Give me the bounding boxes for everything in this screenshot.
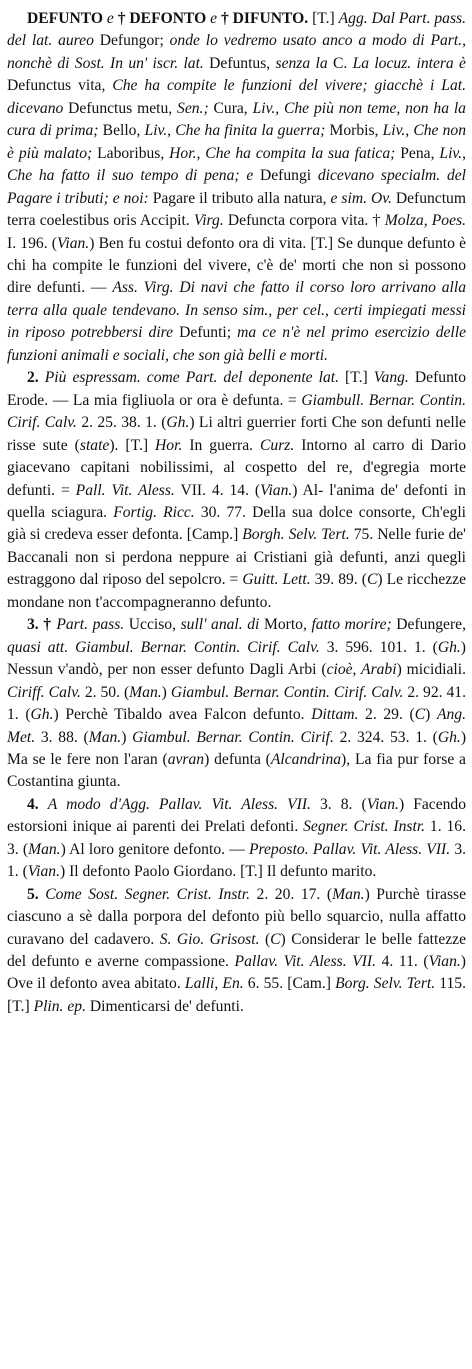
text-run: Hor., Che ha compita la sua fatica; [169, 144, 396, 162]
text-run: 1. 16. 3. ( [7, 818, 466, 858]
text-run: avran [167, 750, 205, 768]
text-run: e [102, 10, 118, 27]
text-run: C [414, 706, 426, 724]
text-run: Vian. [27, 863, 60, 881]
text-run: 30. 77. Della sua dolce consorte, Ch'egli già si credeva esser defonta. [Camp.] [7, 503, 467, 544]
text-run: ) Ben fu costui defonto ora di vita. [T.] Se dunque defunto è chi ha compite le funzioni del vivere, c'è de' morti che non si possono dire defunti. — [7, 234, 467, 297]
text-run: Defuncta corpora vita. † [223, 212, 385, 230]
text-run: Ucciso, [124, 616, 181, 634]
text-run: 2. 92. 41. 1. ( [7, 683, 467, 724]
text-run: Come Sost. Segner. Crist. Instr. [45, 885, 250, 903]
text-run: 2. 25. 38. 1. ( [76, 414, 167, 432]
text-run: ) micidiali. [396, 661, 466, 679]
text-run: ) Ove il defonto avea abitato. [7, 953, 466, 993]
text-run: ). [T.] [109, 436, 156, 454]
text-run: Dimenticarsi de' defunti. [85, 997, 244, 1015]
text-run: Man. [88, 728, 122, 746]
text-run: Cura, [208, 99, 253, 117]
text-run: Lalli, En. [184, 975, 244, 993]
text-run: C [270, 930, 281, 948]
text-run: Defunctum terra coelestibus oris Accipit. [7, 189, 466, 230]
text-run: dicevano specialm. del Pagare i tributi; e noi: [7, 167, 466, 207]
text-run: 2. 50. ( [80, 683, 130, 701]
text-run: 115. [T.] [7, 975, 466, 1015]
text-run: 3. 1. ( [7, 840, 467, 881]
text-run: Plin. ep. [33, 997, 86, 1015]
text-run: 75. Nelle furie de' Baccanali non si perdona neppure ai Cristiani già defunti, anzi quegli estraggono dal riposo del sepolcro. = [7, 526, 466, 589]
text-run: ) Il defonto Paolo Giordano. [T.] Il defunto marito. [60, 863, 377, 881]
text-run: Dittam. [311, 706, 359, 724]
text-run: Defunti; [173, 324, 238, 342]
text-run: Defuntus, [203, 54, 276, 72]
text-run: A modo d'Agg. Pallav. Vit. Aless. VII. [47, 795, 311, 813]
text-run: ( [259, 930, 271, 948]
text-run: Morbis, [325, 122, 383, 140]
text-run: Virg. [193, 212, 224, 230]
text-run: Morto, [259, 616, 312, 634]
text-run: Fortig. Ricc. [113, 503, 195, 521]
text-run: Vian. [366, 795, 399, 813]
text-run: sull' anal. di [180, 616, 260, 634]
text-run: Vian. [260, 481, 293, 499]
text-run: Vian. [57, 234, 90, 252]
text-run: Giambul. Bernar. Contin. Cirif. [132, 728, 334, 746]
text-run: ) [121, 728, 133, 746]
text-run: † DIFUNTO. [220, 10, 309, 27]
text-run: ) defunta ( [204, 750, 271, 768]
text-run: ), La fia pur forse a Costantina giunta. [7, 750, 466, 791]
sense-4 [7, 794, 466, 884]
text-run: In guerra. [182, 436, 261, 454]
text-run: ) Facendo estorsioni inique ai parenti dei Prelati defonti. [7, 795, 467, 836]
text-run: 2. 324. 53. 1. ( [333, 728, 438, 746]
text-run: 2. 20. 17. ( [249, 885, 333, 903]
text-run: Alcandrina [270, 750, 342, 768]
text-run: Vian. [428, 953, 461, 971]
text-run: e sim. Ov. [330, 189, 392, 207]
text-run: Borg. Selv. Tert. [335, 975, 436, 993]
text-run: Man. [129, 683, 162, 701]
text-run: Borgh. Selv. Tert. [242, 526, 350, 544]
text-run: Defungi [253, 167, 318, 185]
text-run: 2. [27, 369, 45, 387]
text-run: Sen.; [177, 99, 209, 117]
text-run: Che ha compite le funzioni del vivere; giacchè i Lat. dicevano [7, 77, 466, 117]
text-run: Gh. [437, 728, 461, 746]
text-run: [T.] [308, 10, 339, 27]
text-run: Laboribus, [92, 144, 170, 162]
text-run: cioè, Arabi [326, 661, 397, 679]
text-run: Gh. [30, 706, 54, 724]
text-run: Hor. [155, 436, 183, 454]
text-run: Intorno al carro di Dario giacevano capitani nobilissimi, al cospetto del re, d'egregia morte defunti. = [7, 436, 466, 499]
text-run: Ass. Virg. Di navi che fatto il corso loro arrivano alla terra alla quale tendevano. In senso sim., per cel., certi impiegati messi in riposo potrebbersi dire [7, 279, 466, 342]
entry-definition [7, 8, 466, 367]
text-run: Pallav. Vit. Aless. VII. [234, 953, 377, 971]
text-run: † DEFONTO [117, 10, 207, 27]
text-run: Pall. Vit. Aless. [75, 481, 175, 499]
text-run: ) Purchè tirasse ciascuno a sè dalla porpora del defonto più bello squarcio, nulla affatto curavano del cadavero. [7, 885, 467, 948]
text-run: Vang. [373, 369, 409, 387]
text-run: Man. [28, 840, 61, 858]
text-run: Liv., Che ha fatto il suo tempo di pena; e [7, 144, 466, 185]
text-run: Segner. Crist. Instr. [303, 818, 426, 836]
text-run: 4. [27, 795, 48, 813]
text-run: 4. 11. ( [376, 953, 429, 971]
text-run: Agg. Dal Part. pass. del lat. [7, 10, 467, 50]
text-run: ) Perchè Tibaldo avea Falcon defunto. [53, 706, 312, 724]
text-run: Man. [332, 885, 365, 903]
text-run: I. 196. ( [7, 234, 58, 252]
text-run: Curz. [260, 436, 295, 454]
text-run: senza la [275, 54, 328, 72]
text-run: DEFUNTO [27, 10, 103, 27]
text-run: quasi att. Giambul. Bernar. Contin. Cirif. Calv. [7, 638, 320, 656]
text-run: C. [327, 54, 353, 72]
text-run: Liv., Che non è più malato; [7, 122, 466, 162]
text-run: Defungor; [93, 32, 170, 50]
text-run: 3. 88. ( [35, 728, 89, 746]
text-run: onde lo vedremo usato anco a modo di Part., nonchè di Sost. In un' iscr. lat. [7, 32, 466, 72]
text-run: ) Al- l'anima de' defonti in quella sciagura. [7, 481, 466, 521]
text-run: 39. 89. ( [310, 571, 367, 589]
text-run: Liv., Che ha finita la guerra; [144, 122, 326, 140]
text-run: Guitt. Lett. [242, 571, 311, 589]
text-run: 3. 596. 101. 1. ( [319, 638, 438, 656]
text-run: ma ce n'è nel primo esercizio delle funzioni animali e sociali, che son già belli e morti. [7, 324, 467, 364]
sense-3 [7, 614, 466, 794]
text-run: Pagare il tributo alla natura, [148, 189, 331, 207]
text-run: ) Al loro genitore defonto. — [60, 840, 249, 858]
text-run: aureo [58, 32, 94, 50]
text-run: Ciriff. Calv. [7, 683, 81, 701]
text-run: S. Gio. Grisost. [159, 930, 260, 948]
text-run: state [79, 436, 110, 454]
text-run: fatto morire; [311, 616, 392, 634]
text-run: ) Nessun v'andò, per non esser defunto Dagli Arbi ( [7, 638, 466, 679]
text-run: Defunctus vita, [7, 77, 113, 95]
text-run: Bello, [98, 122, 145, 140]
text-run: ) Le ricchezze mondane non t'accompagneranno defunto. [7, 571, 467, 611]
text-run: Giambul. Bernar. Contin. Cirif. Calv. [170, 683, 404, 701]
text-run: e [206, 10, 221, 27]
text-run: La locuz. intera è [352, 54, 466, 72]
text-run: Gh. [437, 638, 461, 656]
text-run: Defungere, [391, 616, 466, 634]
text-run: VII. 4. 14. ( [174, 481, 261, 499]
text-run: ) Ma se le fere non l'aran ( [7, 728, 467, 768]
text-run: Più espressam. come Part. del deponente lat. [44, 369, 339, 387]
text-run: Part. pass. [56, 616, 125, 634]
text-run: ) Li altri guerrier forti Che son defunti nelle risse sute ( [7, 414, 466, 454]
text-run: Gh. [166, 414, 190, 432]
text-run: ) [425, 706, 437, 724]
text-run: ) [161, 683, 171, 701]
text-run: C [366, 571, 378, 589]
text-run: Molza, Poes. [384, 212, 466, 230]
text-run: 3. † [27, 616, 57, 634]
sense-5 [7, 884, 466, 1019]
text-run: 5. [27, 885, 46, 903]
text-run: Pena, [395, 144, 440, 162]
text-run: 2. 29. ( [358, 706, 415, 724]
text-run: [T.] [339, 369, 374, 387]
text-run: Preposto. Pallav. Vit. Aless. VII. [249, 840, 451, 858]
text-run: Liv., Che più non teme, non ha la cura di prima; [7, 99, 466, 140]
text-run: Ang. Met. [7, 706, 466, 746]
text-run: Defunto Erode. — La mia figliuola or ora è defunta. = [7, 369, 466, 409]
text-run: 6. 55. [Cam.] [243, 975, 336, 993]
text-run: ) Considerar le belle fattezze del defunto e averne compassione. [7, 930, 467, 971]
text-run: Giambull. Bernar. Contin. Cirif. Calv. [7, 391, 466, 432]
text-run: 3. 8. ( [310, 795, 367, 813]
sense-2 [7, 367, 466, 614]
text-run: Defunctus metu, [63, 99, 178, 117]
